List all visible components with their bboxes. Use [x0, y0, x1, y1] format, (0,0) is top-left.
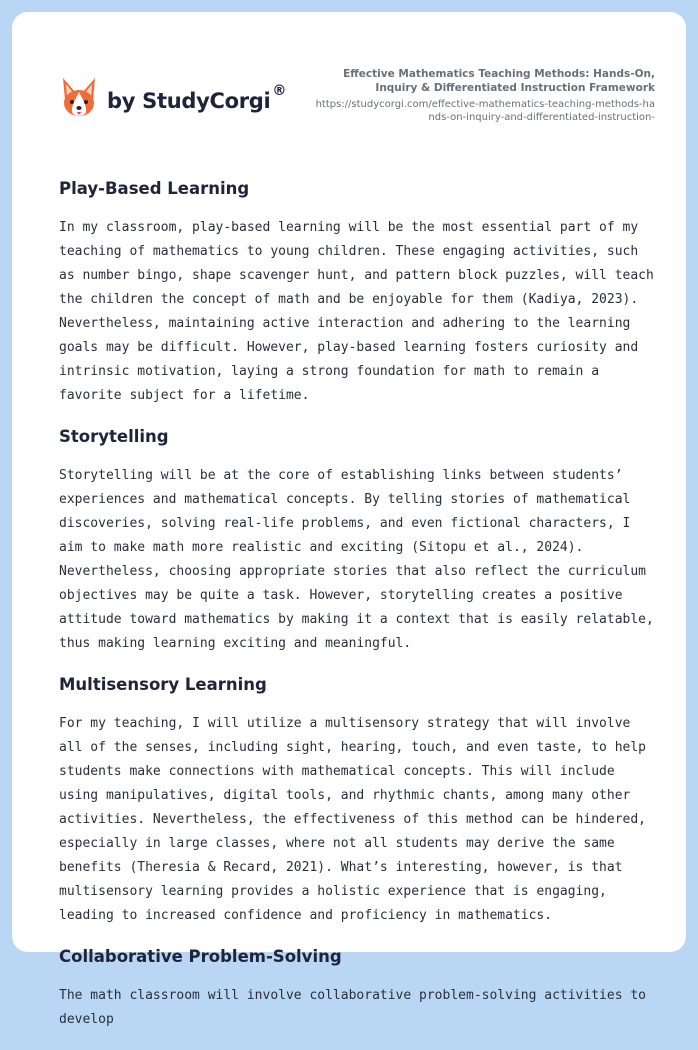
section-heading-play-based: Play-Based Learning	[59, 179, 250, 198]
document-header	[12, 12, 686, 152]
corgi-icon	[59, 76, 99, 120]
section-paragraph-play-based: In my classroom, play-based learning will be the most essential part of my teaching of mathematics to young children. These engaging activities, such as number bingo, shape scavenger hunt, and pattern block puzzles, will teach the children the concept of math and be enjoyable for them (Kadiya, 2023). Nevertheless, maintaining active interaction and adhering to the learning goals may be difficult. However, play-based learning fosters curiosity and intrinsic motivation, laying a strong foundation for math to remain a favorite subject for a lifetime.	[59, 220, 654, 403]
brand-name: by StudyCorgi ®	[107, 83, 287, 113]
section-heading-storytelling: Storytelling	[59, 427, 169, 446]
document-title: Effective Mathematics Teaching Methods: Hands-On, Inquiry & Differentiated Instruction Framework	[343, 68, 655, 94]
document-url[interactable]: https://studycorgi.com/effective-mathematics-teaching-methods-hands-on-inquiry-and-differentiated-instruction-	[315, 99, 655, 123]
studycorgi-logo[interactable]	[59, 76, 286, 120]
section-paragraph-multisensory: For my teaching, I will utilize a multisensory strategy that will involve all of the senses, including sight, hearing, touch, and even taste, to help students make connections with mathematical concepts. This will include using manipulatives, digital tools, and rhythmic chants, among many other activities. Nevertheless, the effectiveness of this method can be hindered, especially in large classes, where not all students may derive the same benefits (Theresia & Recard, 2021). What’s interesting, however, is that multisensory learning provides a holistic experience that is engaging, leading to increased confidence and proficiency in mathematics.	[59, 716, 646, 923]
registered-mark: ®	[272, 83, 287, 99]
section-heading-multisensory: Multisensory Learning	[59, 675, 267, 694]
section-paragraph-storytelling: Storytelling will be at the core of establishing links between students’ experiences and mathematical concepts. By telling stories of mathematical discoveries, solving real-life problems, and even fictional characters, I aim to make math more realistic and exciting (Sitopu et al., 2024). Nevertheless, choosing appropriate stories that also reflect the curriculum objectives may be quite a task. However, storytelling creates a positive attitude toward mathematics by making it a context that is easily relatable, thus making learning exciting and meaningful.	[59, 468, 654, 651]
section-heading-collaborative: Collaborative Problem-Solving	[59, 947, 342, 966]
document-body	[59, 178, 657, 1050]
section-paragraph-collaborative: The math classroom will involve collaborative problem-solving activities to develop	[59, 988, 646, 1027]
document-page	[12, 12, 686, 1027]
document-meta	[315, 67, 655, 124]
